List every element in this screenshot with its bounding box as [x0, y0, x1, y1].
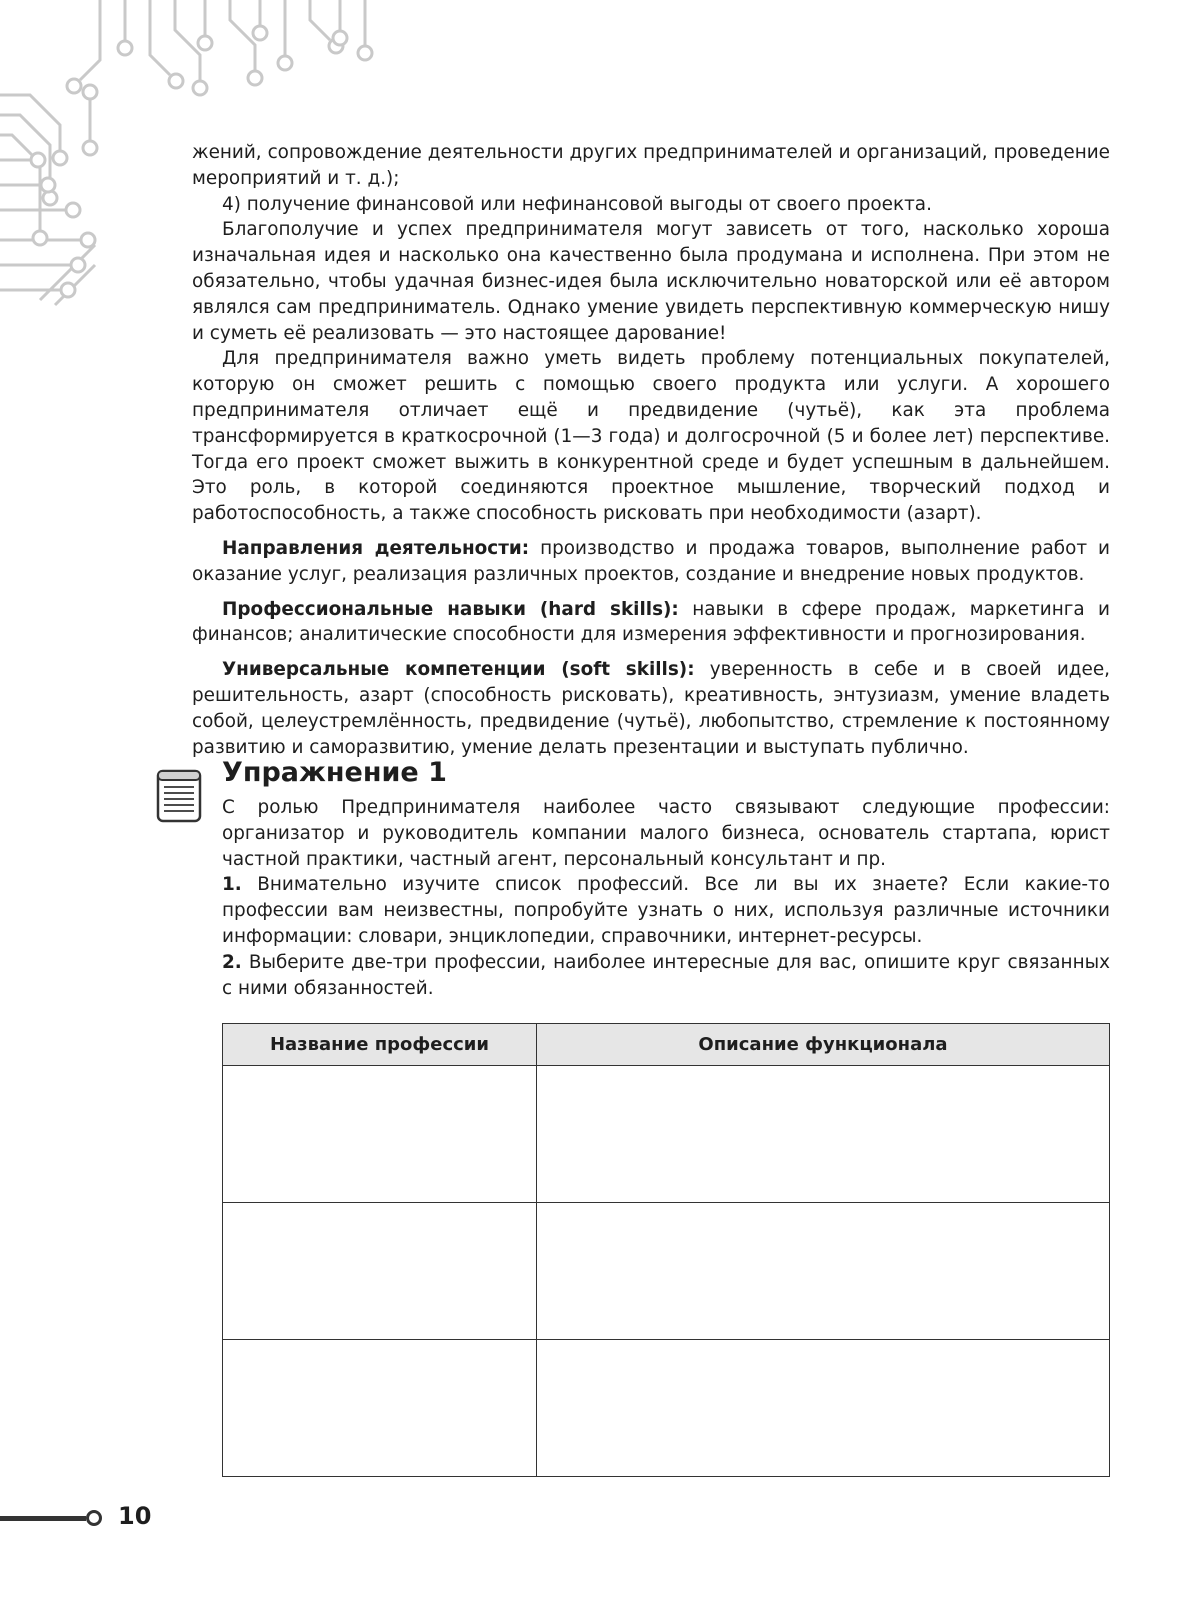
exercise-task-2 [222, 950, 1110, 1002]
exercise-block [222, 757, 1110, 1001]
table-row [223, 1203, 1110, 1340]
body-text [192, 140, 1110, 760]
profession-table [222, 1023, 1110, 1477]
paragraph-hard-skills [192, 597, 1110, 649]
exercise-title: Упражнение 1 [222, 757, 447, 788]
hard-skills-text: навыки в сфере продаж, маркетинга и финансов; аналитические способности для измерения эффективности и прогнозирования. [192, 598, 1110, 646]
soft-skills-label: Универсальные компетенции (soft skills): [222, 659, 695, 681]
task-2-text: Выберите две-три профессии, наиболее интересные для вас, опишите круг связанных с ними обязанностей. [222, 951, 1110, 999]
directions-text: производство и продажа товаров, выполнение работ и оказание услуг, реализация различных проектов, создание и внедрение новых продуктов. [192, 537, 1110, 585]
column-header-profession: Название профессии [223, 1024, 537, 1066]
profession-cell[interactable] [223, 1340, 537, 1477]
task-1-number: 1. [222, 874, 242, 896]
paragraph-soft-skills [192, 657, 1110, 760]
soft-skills-text: уверенность в себе и в своей идее, решительность, азарт (способность рисковать), креативность, энтузиазм, умение владеть собой, целеустремлённость, предвидение (чутьё), любопытство, стремление к постоянному развитию и саморазвитию, умение делать презентации и выступать публично. [192, 659, 1110, 758]
paragraph-success: Благополучие и успех предпринимателя могут зависеть от того, насколько хороша изначальная идея и насколько она качественно была продумана и исполнена. При этом не обязательно, чтобы удачная бизнес-идея была исключительно новаторской или её автором являлся сам предприниматель. Однако умение увидеть перспективную коммерческую нишу и суметь её реализовать — это настоящее дарование! [192, 219, 1110, 344]
page-number-dot [86, 1510, 102, 1526]
column-header-description: Описание функционала [537, 1024, 1110, 1066]
table-row [223, 1340, 1110, 1477]
table-row [223, 1066, 1110, 1203]
exercise-intro: С ролью Предпринимателя наиболее часто связывают следующие профессии: организатор и руководитель компании малого бизнеса, основатель стартапа, юрист частной практики, частный агент, персональный консультант и пр. [222, 797, 1110, 870]
paragraph-directions [192, 536, 1110, 588]
description-cell[interactable] [537, 1066, 1110, 1203]
profession-cell[interactable] [223, 1203, 537, 1340]
paragraph-foresight: Для предпринимателя важно уметь видеть проблему потенциальных покупателей, которую он сможет решить с помощью своего продукта или услуги. А хорошего предпринимателя отличает ещё и предвидение (чутьё), как эта проблема трансформируется в краткосрочной (1—3 года) и долгосрочной (5 и более лет) перспективе. Тогда его проект сможет выжить в конкурентной среде и будет успешным в дальнейшем. Это роль, в которой соединяются проектное мышление, творческий подход и работоспособность, а также способность рисковать при необходимости (азарт). [192, 348, 1110, 525]
profession-cell[interactable] [223, 1066, 537, 1203]
notebook-icon [156, 765, 202, 823]
description-cell[interactable] [537, 1203, 1110, 1340]
description-cell[interactable] [537, 1340, 1110, 1477]
paragraph-list-item-4: 4) получение финансовой или нефинансовой выгоды от своего проекта. [222, 193, 932, 215]
paragraph-continuation: жений, сопровождение деятельности других предпринимателей и организаций, проведение мероприятий и т. д.); [192, 142, 1110, 189]
task-2-number: 2. [222, 951, 242, 973]
hard-skills-label: Профессиональные навыки (hard skills): [222, 598, 679, 620]
page-number: 10 [118, 1502, 152, 1530]
directions-label: Направления деятельности: [222, 537, 530, 559]
exercise-task-1 [222, 872, 1110, 949]
task-1-text: Внимательно изучите список профессий. Все ли вы их знаете? Если какие-то профессии вам неизвестны, попробуйте узнать о них, используя различные источники информации: словари, энциклопедии, справочники, интернет-ресурсы. [222, 874, 1110, 947]
page-number-line [0, 1516, 86, 1521]
table-header-row [223, 1024, 1110, 1066]
